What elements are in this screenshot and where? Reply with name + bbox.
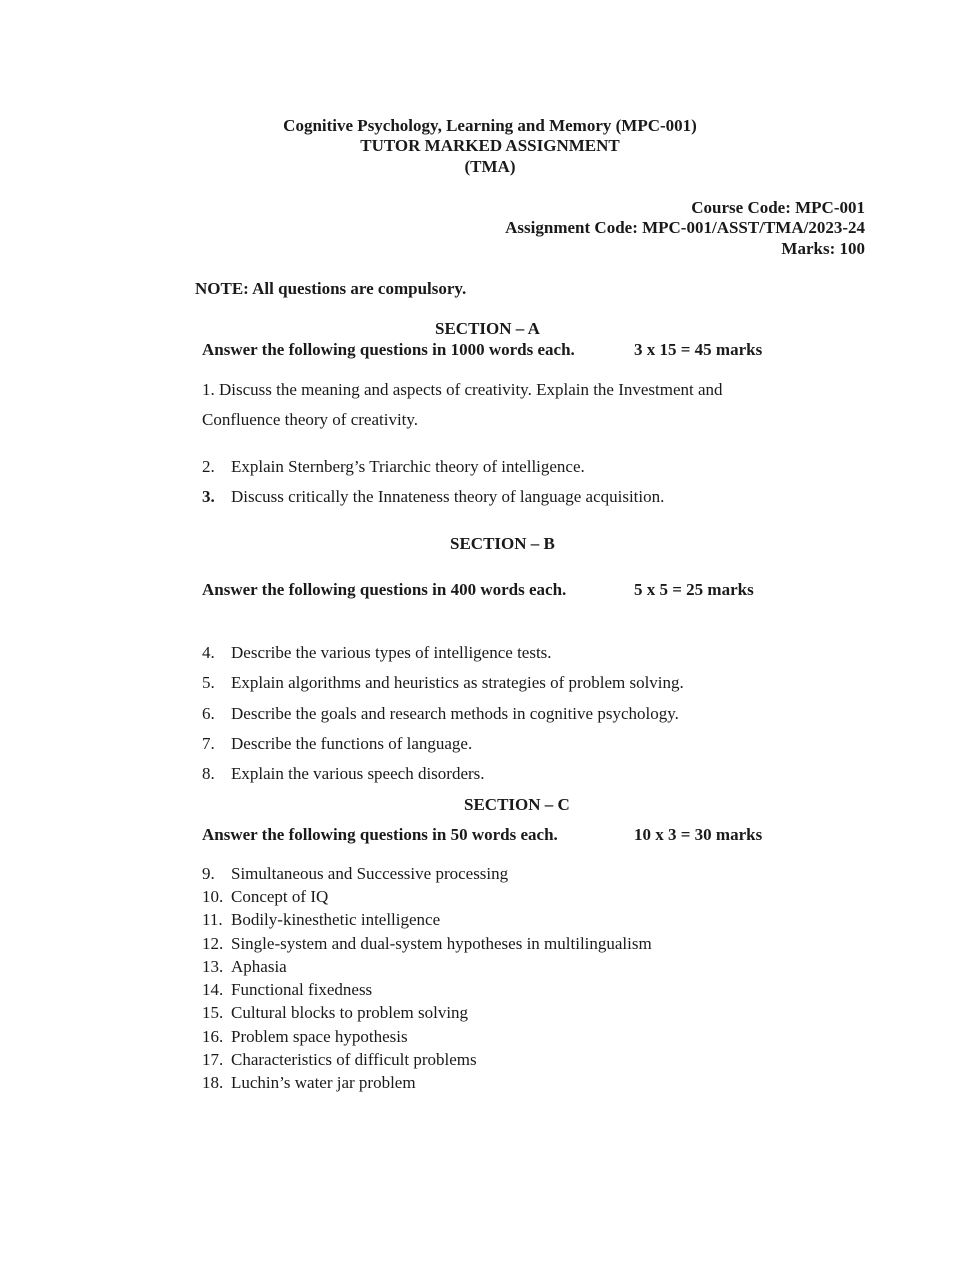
question-number: 17. (202, 1050, 224, 1069)
course-code: Course Code: MPC-001 (691, 198, 865, 217)
question-number: 16. (202, 1027, 224, 1046)
document-subtitle-abbrev: (TMA) (464, 157, 516, 176)
section-b-instruction: Answer the following questions in 400 words each. (202, 580, 567, 599)
question-number: 5. (202, 673, 215, 692)
question-text: Describe the various types of intelligence tests. (231, 643, 552, 662)
section-a-marks: 3 x 15 = 45 marks (634, 340, 763, 359)
question-text: Luchin’s water jar problem (231, 1073, 416, 1092)
question-number: 12. (202, 934, 224, 953)
question-number: 14. (202, 980, 224, 999)
section-a-instruction: Answer the following questions in 1000 words each. (202, 340, 575, 359)
document-subtitle: TUTOR MARKED ASSIGNMENT (360, 136, 620, 155)
question-text: Aphasia (231, 957, 287, 976)
assignment-code: Assignment Code: MPC-001/ASST/TMA/2023-24 (505, 218, 865, 237)
question-text: Problem space hypothesis (231, 1027, 408, 1046)
question-number: 3. (202, 487, 215, 506)
question-number: 7. (202, 734, 215, 753)
question-text: Single-system and dual-system hypotheses in multilingualism (231, 934, 652, 953)
question-number: 9. (202, 864, 215, 883)
question-number: 15. (202, 1003, 224, 1022)
question-number: 11. (202, 910, 223, 929)
document-title: Cognitive Psychology, Learning and Memory (MPC-001) (283, 116, 697, 135)
question-text: Simultaneous and Successive processing (231, 864, 509, 883)
question-1-line2: Confluence theory of creativity. (202, 410, 419, 429)
note: NOTE: All questions are compulsory. (195, 279, 467, 298)
question-number: 6. (202, 704, 215, 723)
section-b-marks: 5 x 5 = 25 marks (634, 580, 754, 599)
section-c-instruction: Answer the following questions in 50 words each. (202, 825, 558, 844)
total-marks: Marks: 100 (781, 239, 865, 258)
question-text: Explain Sternberg’s Triarchic theory of intelligence. (231, 457, 585, 476)
question-number: 13. (202, 957, 224, 976)
question-text: Cultural blocks to problem solving (231, 1003, 469, 1022)
question-number: 10. (202, 887, 224, 906)
question-text: Discuss critically the Innateness theory of language acquisition. (231, 487, 665, 506)
question-number: 18. (202, 1073, 224, 1092)
section-a-heading: SECTION – A (435, 319, 540, 338)
question-text: Describe the goals and research methods in cognitive psychology. (231, 704, 679, 723)
question-text: Functional fixedness (231, 980, 373, 999)
question-text: Explain the various speech disorders. (231, 764, 485, 783)
question-number: 4. (202, 643, 215, 662)
question-text: Bodily-kinesthetic intelligence (231, 910, 441, 929)
section-c-heading: SECTION – C (464, 795, 570, 814)
question-text: Explain algorithms and heuristics as strategies of problem solving. (231, 673, 684, 692)
section-c-marks: 10 x 3 = 30 marks (634, 825, 763, 844)
question-text: Describe the functions of language. (231, 734, 473, 753)
question-1-line1: 1. Discuss the meaning and aspects of creativity. Explain the Investment and (202, 380, 723, 399)
question-number: 2. (202, 457, 215, 476)
question-text: Characteristics of difficult problems (231, 1050, 477, 1069)
question-text: Concept of IQ (231, 887, 329, 906)
question-number: 8. (202, 764, 215, 783)
section-b-heading: SECTION – B (450, 534, 555, 553)
